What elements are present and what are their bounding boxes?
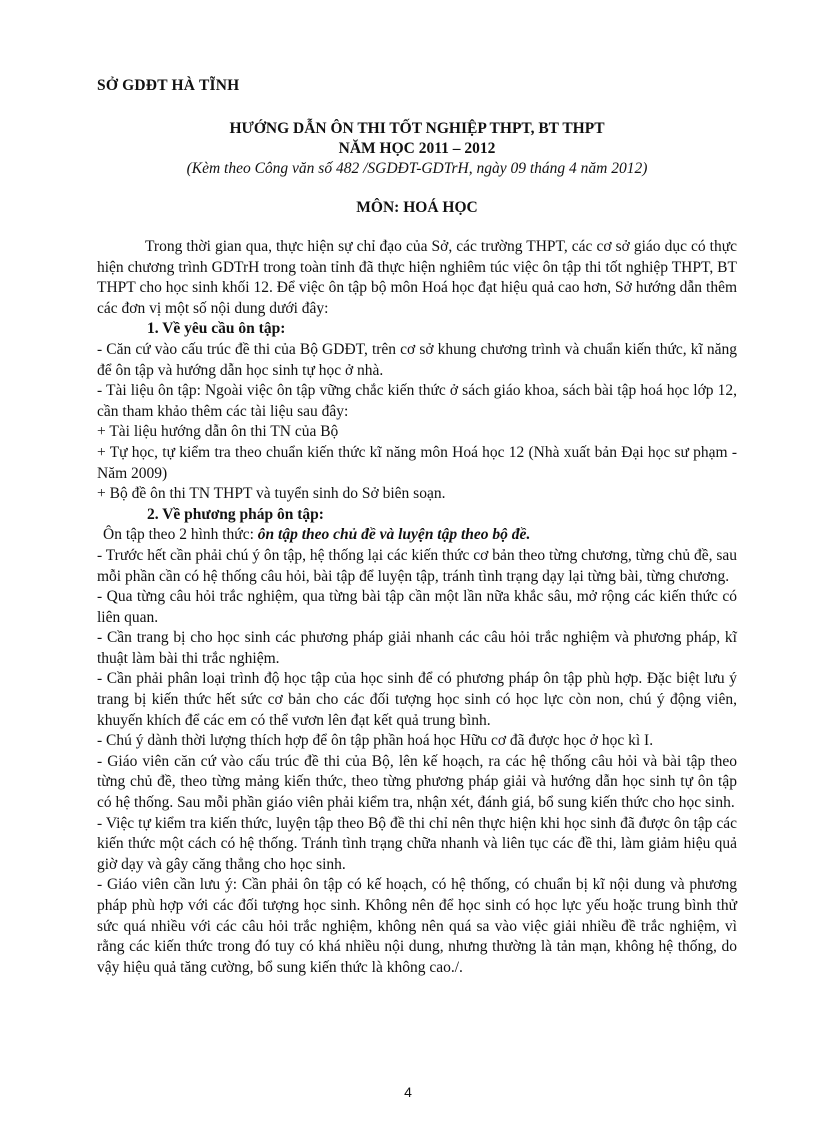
school-year: NĂM HỌC 2011 – 2012 (338, 140, 496, 157)
document-body (97, 237, 737, 978)
section-2-item: - Chú ý dành thời lượng thích hợp để ôn tập phần hoá học Hữu cơ đã được học ở học kì I. (97, 732, 654, 750)
section-1-item: - Căn cứ vào cấu trúc đề thi của Bộ GDĐT, trên cơ sở khung chương trình và chuẩn kiến thức, kĩ năng để ôn tập và hướng dẫn học sinh tự học ở nhà. (97, 340, 737, 379)
document-title: HƯỚNG DẪN ÔN THI TỐT NGHIỆP THPT, BT THPT (229, 120, 605, 137)
section-2-item: - Giáo viên căn cứ vào cấu trúc đề thi của Bộ, lên kế hoạch, ra các hệ thống câu hỏi và bài tập theo từng chủ đề, theo từng mảng kiến thức, theo từng phương pháp giải và hướng dẫn học sinh tự ôn tập có hệ thống. Sau mỗi phần giáo viên phải kiểm tra, nhận xét, đánh giá, bổ sung kiến thức cho học sinh. (97, 752, 737, 812)
section-2-item: - Việc tự kiểm tra kiến thức, luyện tập theo Bộ đề thi chỉ nên thực hiện khi học sinh đã được ôn tập các kiến thức một cách có hệ thống. Tránh tình trạng chữa nhanh và liên tục các đề thi, làm giảm hiệu quả giờ dạy và gây căng thẳng cho học sinh. (97, 814, 737, 873)
section-2-heading: 2. Về phương pháp ôn tập: (147, 505, 324, 523)
reference-note: (Kèm theo Công văn số 482 /SGDĐT-GDTrH, ngày 09 tháng 4 năm 2012) (186, 160, 648, 177)
section-1-heading: 1. Về yêu cầu ôn tập: (147, 320, 286, 338)
section-1-item: + Bộ đề ôn thi TN THPT và tuyển sinh do Sở biên soạn. (97, 485, 446, 503)
section-2-item: - Cần trang bị cho học sinh các phương pháp giải nhanh các câu hỏi trắc nghiệm và phương pháp, kĩ thuật làm bài thi trắc nghiệm. (97, 629, 737, 667)
method-suffix: . (526, 526, 531, 544)
section-1-item: - Tài liệu ôn tập: Ngoài việc ôn tập vững chắc kiến thức ở sách giáo khoa, sách bài tập hoá học lớp 12, cần tham khảo thêm các tài liệu sau đây: (97, 382, 737, 420)
section-2-item: - Giáo viên cần lưu ý: Cần phải ôn tập có kế hoạch, có hệ thống, có chuẩn bị kĩ nội dung và phương pháp phù hợp với các đối tượng học sinh. Không nên để học sinh có học lực yếu hoặc trung bình thử sức quá nhiều với các câu hỏi trắc nghiệm, không nên quá sa vào việc giải nhiều đề trắc nghiệm, vì rằng các kiến thức trong đó tuy có khá nhiều nội dung, nhưng thường là tản mạn, không hệ thống, do vậy hiệu quả tăng cường, bổ sung kiến thức là không cao./. (97, 876, 737, 976)
method-prefix: Ôn tập theo 2 hình thức: (103, 526, 258, 544)
method-line (97, 525, 737, 546)
page-number: 4 (404, 1084, 412, 1100)
method-emphasis: ôn tập theo chủ đề và luyện tập theo bộ đề (257, 526, 527, 544)
section-2-item: - Trước hết cần phải chú ý ôn tập, hệ thống lại các kiến thức cơ bản theo từng chương, từng chủ đề, sau mỗi phần cần có hệ thống câu hỏi, bài tập để luyện tập, tránh tình trạng dạy lại từng bài, từng chương. (97, 546, 737, 585)
section-1-item: + Tự học, tự kiểm tra theo chuẩn kiến thức kĩ năng môn Hoá học 12 (Nhà xuất bản Đại học sư phạm - Năm 2009) (97, 443, 737, 482)
section-2-item: - Cần phải phân loại trình độ học tập của học sinh để có phương pháp ôn tập phù hợp. Đặc biệt lưu ý trang bị kiến thức hết sức cơ bản cho các đối tượng học sinh có học lực còn non, chú ý động viên, khuyến khích để các em có thể vươn lên đạt kết quả trung bình. (97, 670, 737, 729)
section-2-item: - Qua từng câu hỏi trắc nghiệm, qua từng bài tập cần một lần nữa khắc sâu, mở rộng các kiến thức có liên quan. (97, 588, 737, 626)
intro-paragraph: Trong thời gian qua, thực hiện sự chỉ đạo của Sở, các trường THPT, các cơ sở giáo dục có thực hiện chương trình GDTrH trong toàn tỉnh đã thực hiện nghiêm túc việc ôn tập thi tốt nghiệp THPT, BT THPT cho học sinh khối 12. Để việc ôn tập bộ môn Hoá học đạt hiệu quả cao hơn, Sở hướng dẫn thêm các đơn vị một số nội dung dưới đây: (97, 238, 737, 317)
department-name: SỞ GDĐT HÀ TĨNH (97, 77, 240, 94)
section-1-item: + Tài liệu hướng dẫn ôn thi TN của Bộ (97, 423, 339, 441)
subject-heading: MÔN: HOÁ HỌC (356, 199, 478, 216)
